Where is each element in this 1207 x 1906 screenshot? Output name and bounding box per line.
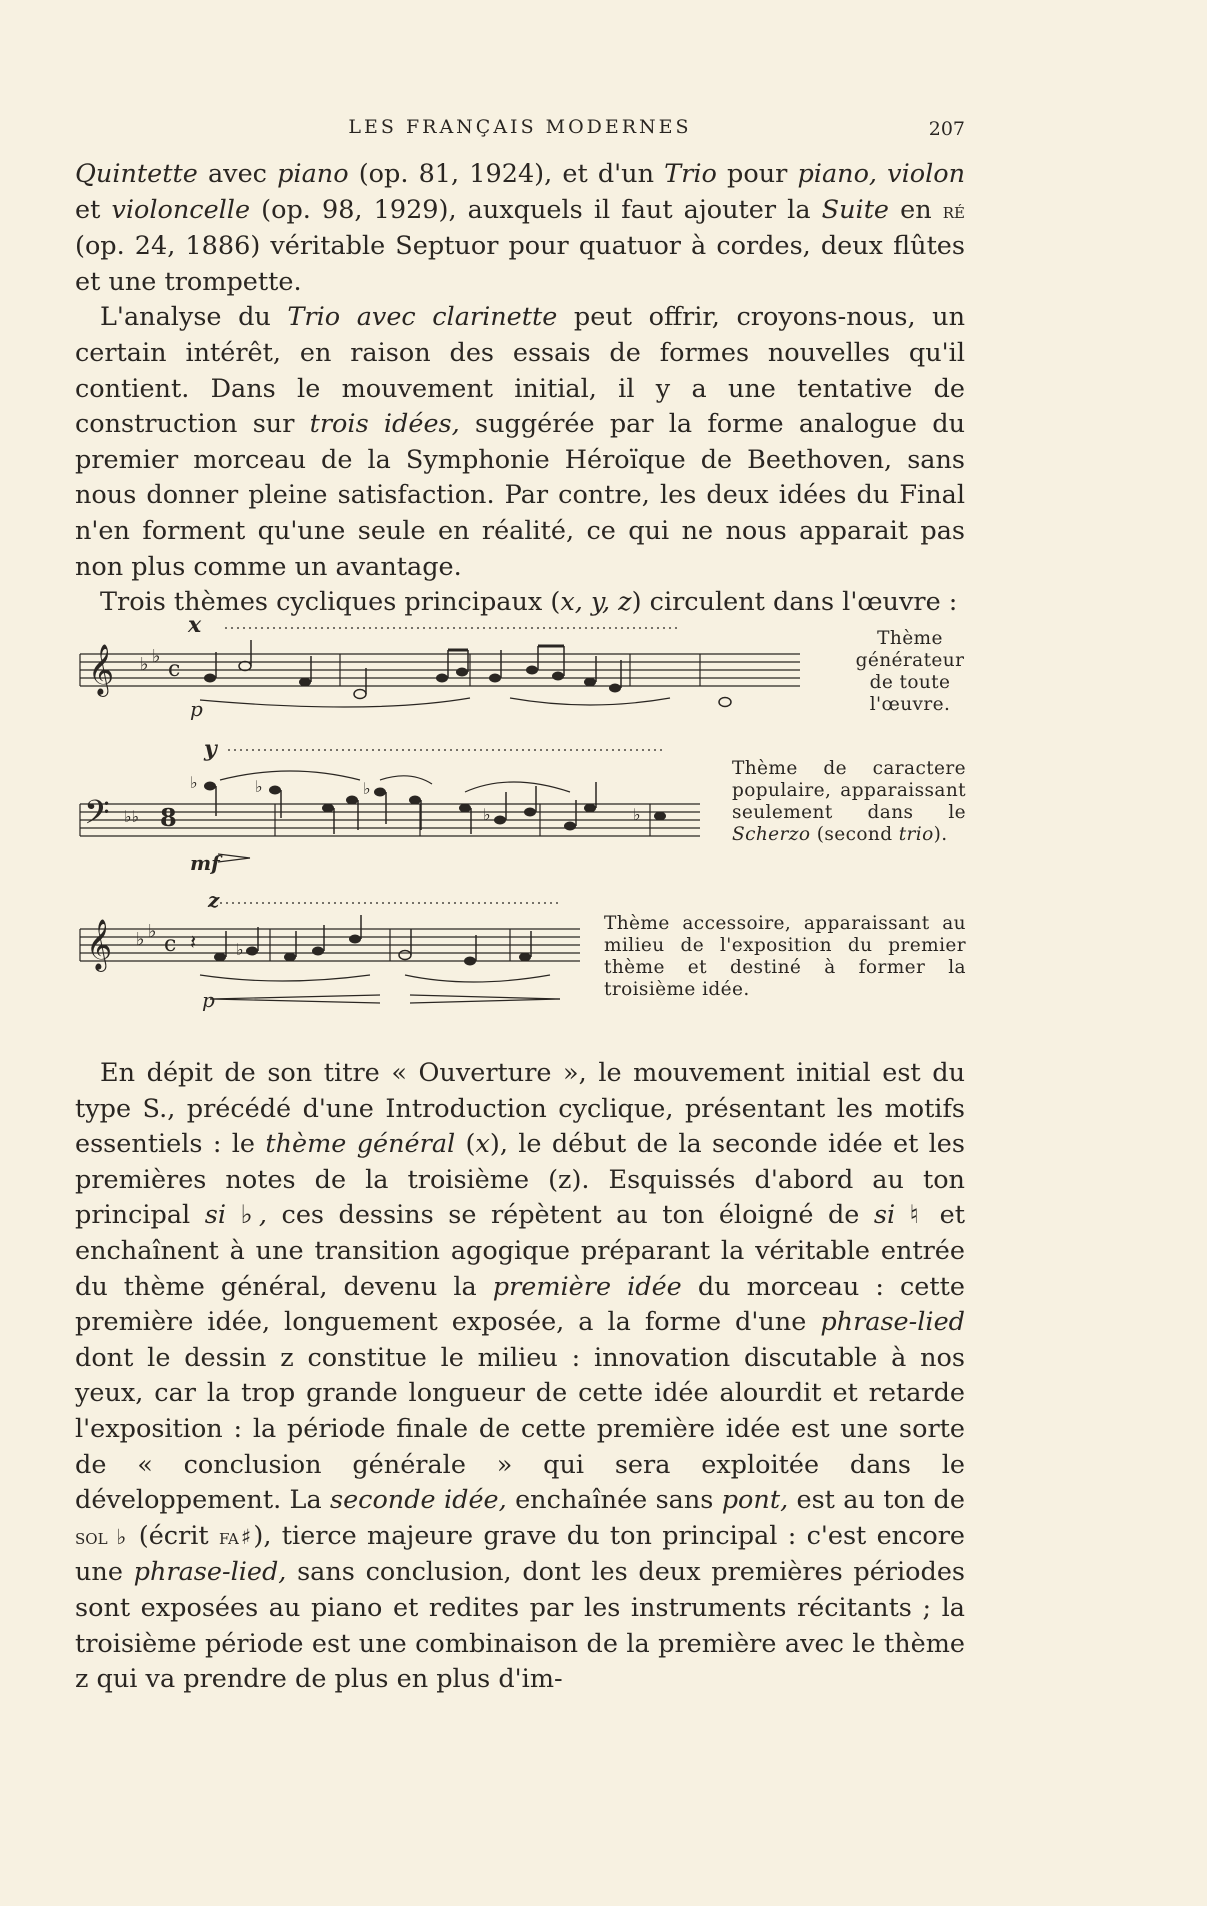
running-title: LES FRANÇAIS MODERNES — [348, 116, 692, 138]
svg-text:♭: ♭ — [152, 646, 161, 667]
svg-text:♭: ♭ — [633, 805, 641, 824]
caption-theme-z: Thème accessoire, apparaissant au milieu de l'exposition du premier thème et destiné à former la troisième idée. — [604, 913, 966, 1000]
music-example-z — [70, 888, 590, 1015]
svg-text:♭: ♭ — [136, 929, 145, 950]
svg-text:♭: ♭ — [148, 921, 157, 942]
theme-label-x: x — [188, 612, 202, 638]
svg-text:𝄞: 𝄞 — [86, 919, 113, 970]
paragraph: En dépit de son titre « Ouverture », le mouvement initial est du type S., précédé d'une Introduction cyclique, présentant les motifs essentiels : le thème général (x), le début de la seconde idée et les premières notes de la troisième (z). Esquissés d'abord au ton principal si ♭, ces dessins se répètent au ton éloigné de si ♮ et enchaînent à une transition agogique préparant la véritable entrée du thème général, devenu la première idée du morceau : cette première idée, longuement exposée, a la forme d'une phrase-lied dont le dessin z constitue le milieu : innovation discutable à nos yeux, car la trop grande longueur de cette idée alourdit et retarde l'exposition : la période finale de cette première idée est une sorte de « conclusion générale » qui sera exploitée dans le développement. La seconde idée, enchaînée sans pont, est au ton de sol ♭ (écrit fa♯), tierce majeure grave du ton principal : c'est encore une phrase-lied, sans conclusion, dont les deux premières périodes sont exposées au piano et redites par les instruments récitants ; la troisième période est une combinaison de la première avec le thème z qui va prendre de plus en plus d'im- — [75, 1058, 966, 1695]
svg-text:♭: ♭ — [140, 654, 149, 675]
paragraph: Quintette avec piano (op. 81, 1924), et d'un Trio pour piano, violon et violoncelle (op. 98, 1929), auxquels il faut ajouter la Suite en ré (op. 24, 1886) véritable Septuor pour quatuor à cordes, deux flûtes et une trompette. — [75, 159, 966, 297]
svg-text:♭: ♭ — [483, 805, 491, 824]
svg-text:♭: ♭ — [255, 777, 263, 796]
caption-theme-y: Thème de caractere populaire, apparaissant seulement dans le Scherzo (second trio). — [732, 758, 966, 845]
svg-text:♭: ♭ — [363, 779, 371, 798]
svg-text:8: 8 — [160, 803, 177, 832]
dynamic-mark: p — [202, 988, 215, 1012]
paragraph: L'analyse du Trio avec clarinette peut offrir, croyons-nous, un certain intérêt, en raison des essais de formes nouvelles qu'il contient. Dans le mouvement initial, il y a une tentative de construction sur trois idées, suggérée par la forme analogue du premier morceau de la Symphonie Héroïque de Beethoven, sans nous donner pleine satisfaction. Par contre, les deux idées du Final n'en forment qu'une seule en réalité, ce qui ne nous apparait pas non plus comme un avantage. — [75, 302, 966, 582]
paragraph: Trois thèmes cycliques principaux (x, y, z) circulent dans l'œuvre : — [100, 587, 958, 618]
svg-text:𝄞: 𝄞 — [88, 644, 115, 695]
staff-z — [70, 888, 590, 1015]
text-block-bottom — [75, 1056, 965, 1698]
svg-text:𝄽: 𝄽 — [190, 930, 197, 954]
page-header — [75, 116, 965, 146]
staff-x — [70, 612, 810, 721]
text-block-top — [75, 157, 965, 621]
theme-label-y: y — [204, 736, 217, 762]
music-example-x — [70, 612, 810, 721]
svg-text:♭: ♭ — [236, 940, 244, 959]
svg-text:𝄢: 𝄢 — [84, 794, 110, 840]
theme-label-z: z — [208, 888, 220, 912]
staff-y — [70, 736, 710, 875]
svg-text:c: c — [164, 932, 177, 957]
page-number: 207 — [928, 118, 965, 140]
svg-text:♭♭: ♭♭ — [124, 807, 140, 826]
svg-text:♭: ♭ — [190, 773, 198, 792]
dynamic-mark: mf — [190, 851, 220, 875]
dynamic-mark: p — [190, 697, 203, 721]
svg-text:c: c — [168, 657, 181, 682]
caption-theme-x: Thème générateur de toute l'œuvre. — [855, 628, 965, 715]
music-example-y — [70, 736, 710, 875]
